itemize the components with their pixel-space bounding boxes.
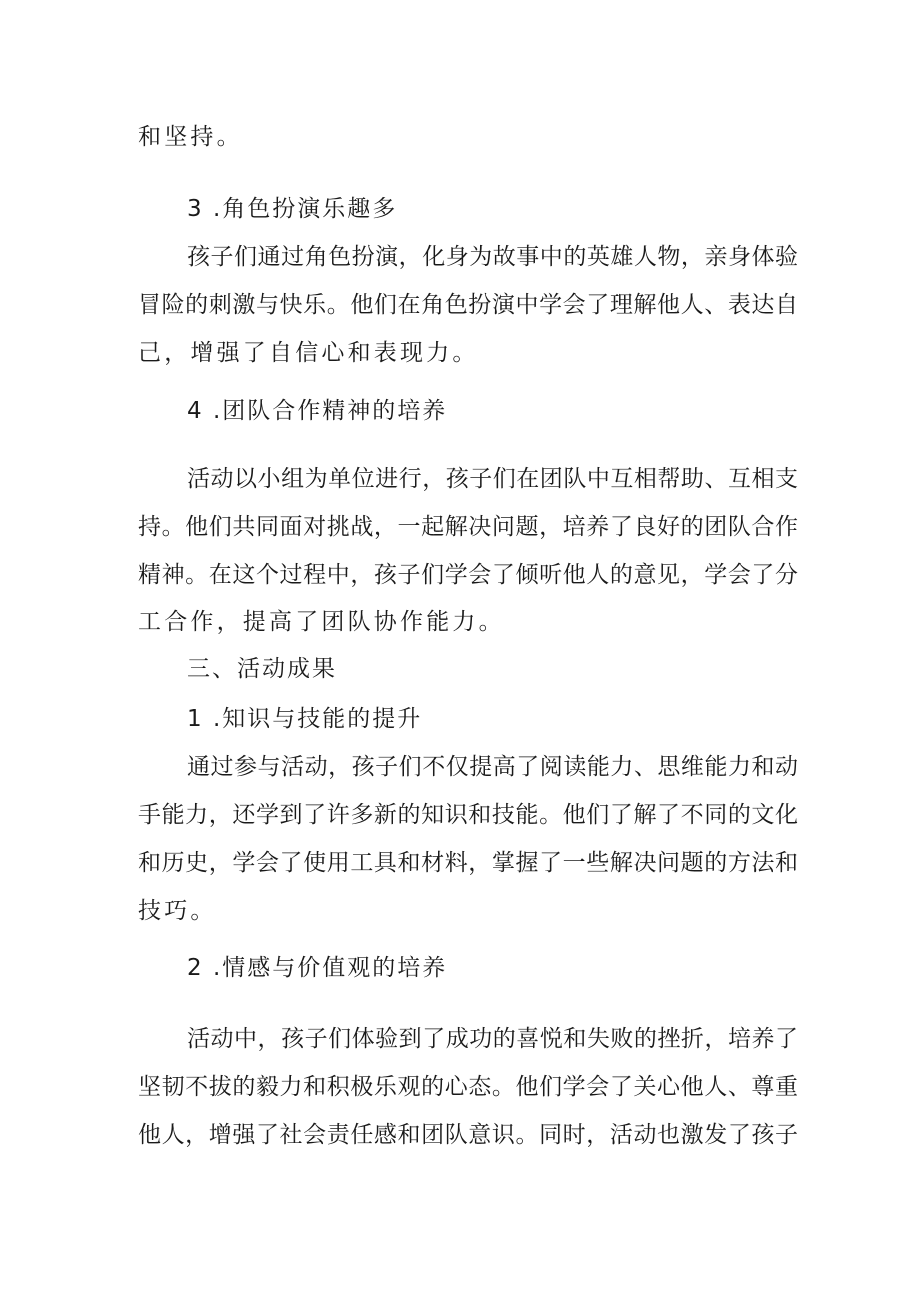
chapter-heading: 三、活动成果 [187,656,337,682]
paragraph-line: 技巧。 [138,898,217,924]
paragraph-line: 孩子们通过角色扮演，化身为故事中的英雄人物，亲身体验 [187,244,798,270]
paragraph-line: 通过参与活动，孩子们不仅提高了阅读能力、思维能力和动 [187,754,798,780]
paragraph-line: 和坚持。 [138,124,243,150]
paragraph-line: 精神。在这个过程中，孩子们学会了倾听他人的意见，学会了分 [138,562,798,588]
paragraph-line: 活动以小组为单位进行，孩子们在团队中互相帮助、互相支 [187,466,798,492]
section-heading: 2 .情感与价值观的培养 [187,955,448,981]
section-heading: 4 .团队合作精神的培养 [187,398,448,424]
paragraph-line: 活动中，孩子们体验到了成功的喜悦和失败的挫折，培养了 [187,1026,798,1052]
paragraph-line: 手能力，还学到了许多新的知识和技能。他们了解了不同的文化 [138,802,798,828]
section-heading: 3 .角色扮演乐趣多 [187,196,398,222]
paragraph-line: 工合作，提高了团队协作能力。 [138,609,505,635]
section-heading: 1 .知识与技能的提升 [187,706,423,732]
paragraph-line: 他人，增强了社会责任感和团队意识。同时，活动也激发了孩子 [138,1122,798,1148]
paragraph-line: 坚韧不拔的毅力和积极乐观的心态。他们学会了关心他人、尊重 [138,1074,798,1100]
paragraph-line: 己，增强了自信心和表现力。 [138,340,479,366]
paragraph-line: 和历史，学会了使用工具和材料，掌握了一些解决问题的方法和 [138,850,798,876]
paragraph-line: 持。他们共同面对挑战，一起解决问题，培养了良好的团队合作 [138,514,798,540]
paragraph-line: 冒险的刺激与快乐。他们在角色扮演中学会了理解他人、表达自 [138,292,798,318]
